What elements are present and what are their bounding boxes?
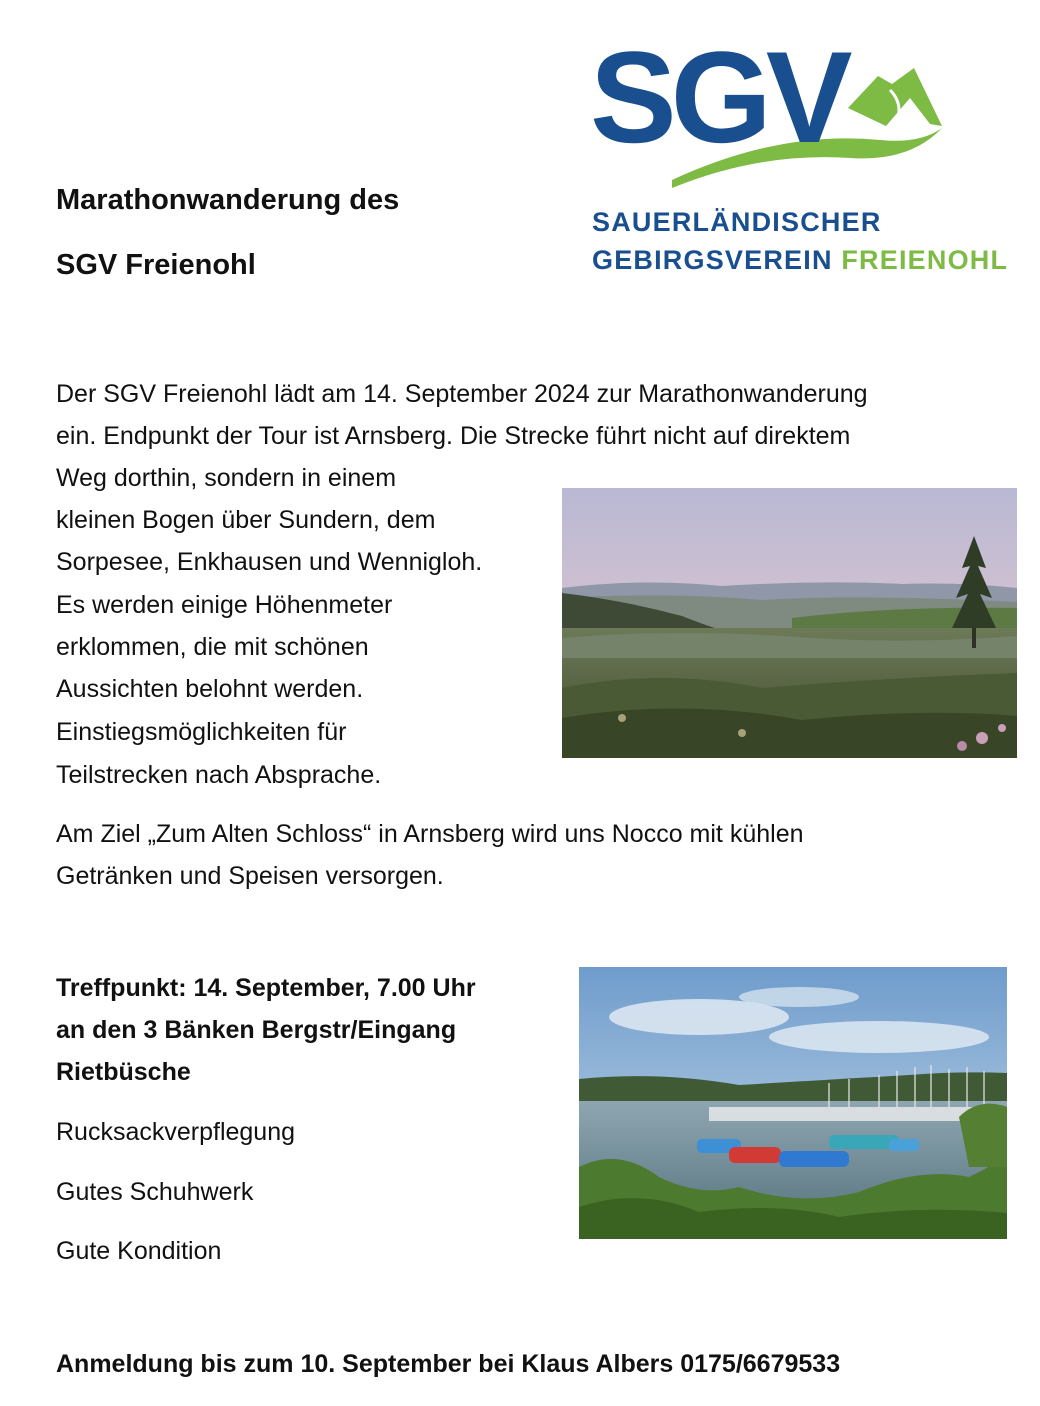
page-title-line-2: SGV Freienohl — [56, 249, 256, 281]
goal-line: Getränken und Speisen versorgen. — [56, 862, 444, 890]
intro-line: Es werden einige Höhenmeter — [56, 591, 393, 619]
requirement-item: Gute Kondition — [56, 1237, 222, 1265]
intro-line: kleinen Bogen über Sundern, dem — [56, 506, 436, 534]
sgv-logo — [580, 30, 1010, 290]
intro-line: Der SGV Freienohl lädt am 14. September 2024 zur Marathonwanderung — [56, 380, 868, 408]
sgv-logo-letters: SGV — [590, 30, 847, 170]
requirement-item: Gutes Schuhwerk — [56, 1178, 254, 1206]
intro-line: Einstiegsmöglichkeiten für — [56, 718, 347, 746]
meeting-line: Rietbüsche — [56, 1058, 191, 1086]
logo-line-2-blue: GEBIRGSVEREIN — [592, 245, 833, 275]
intro-line: Weg dorthin, sondern in einem — [56, 464, 397, 492]
lake-photo — [579, 967, 1007, 1239]
intro-line: Teilstrecken nach Absprache. — [56, 761, 382, 789]
meeting-line: an den 3 Bänken Bergstr/Eingang — [56, 1016, 457, 1044]
requirement-item: Rucksackverpflegung — [56, 1118, 296, 1146]
logo-line-2 — [592, 244, 1008, 276]
goal-line: Am Ziel „Zum Alten Schloss“ in Arnsberg wird uns Nocco mit kühlen — [56, 820, 804, 848]
logo-line-1: SAUERLÄNDISCHER — [592, 207, 882, 237]
intro-line: Aussichten belohnt werden. — [56, 675, 364, 703]
logo-line-2-green: FREIENOHL — [841, 245, 1009, 275]
page-title-line-1: Marathonwanderung des — [56, 184, 400, 216]
intro-line: ein. Endpunkt der Tour ist Arnsberg. Die Strecke führt nicht auf direktem — [56, 422, 851, 450]
sgv-logo-mark — [580, 30, 1010, 200]
intro-line: erklommen, die mit schönen — [56, 633, 369, 661]
meeting-line: Treffpunkt: 14. September, 7.00 Uhr — [56, 974, 476, 1002]
registration-info: Anmeldung bis zum 10. September bei Klaus Albers 0175/6679533 — [56, 1350, 841, 1378]
landscape-photo — [562, 488, 1017, 758]
intro-line: Sorpesee, Enkhausen und Wennigloh. — [56, 548, 483, 576]
